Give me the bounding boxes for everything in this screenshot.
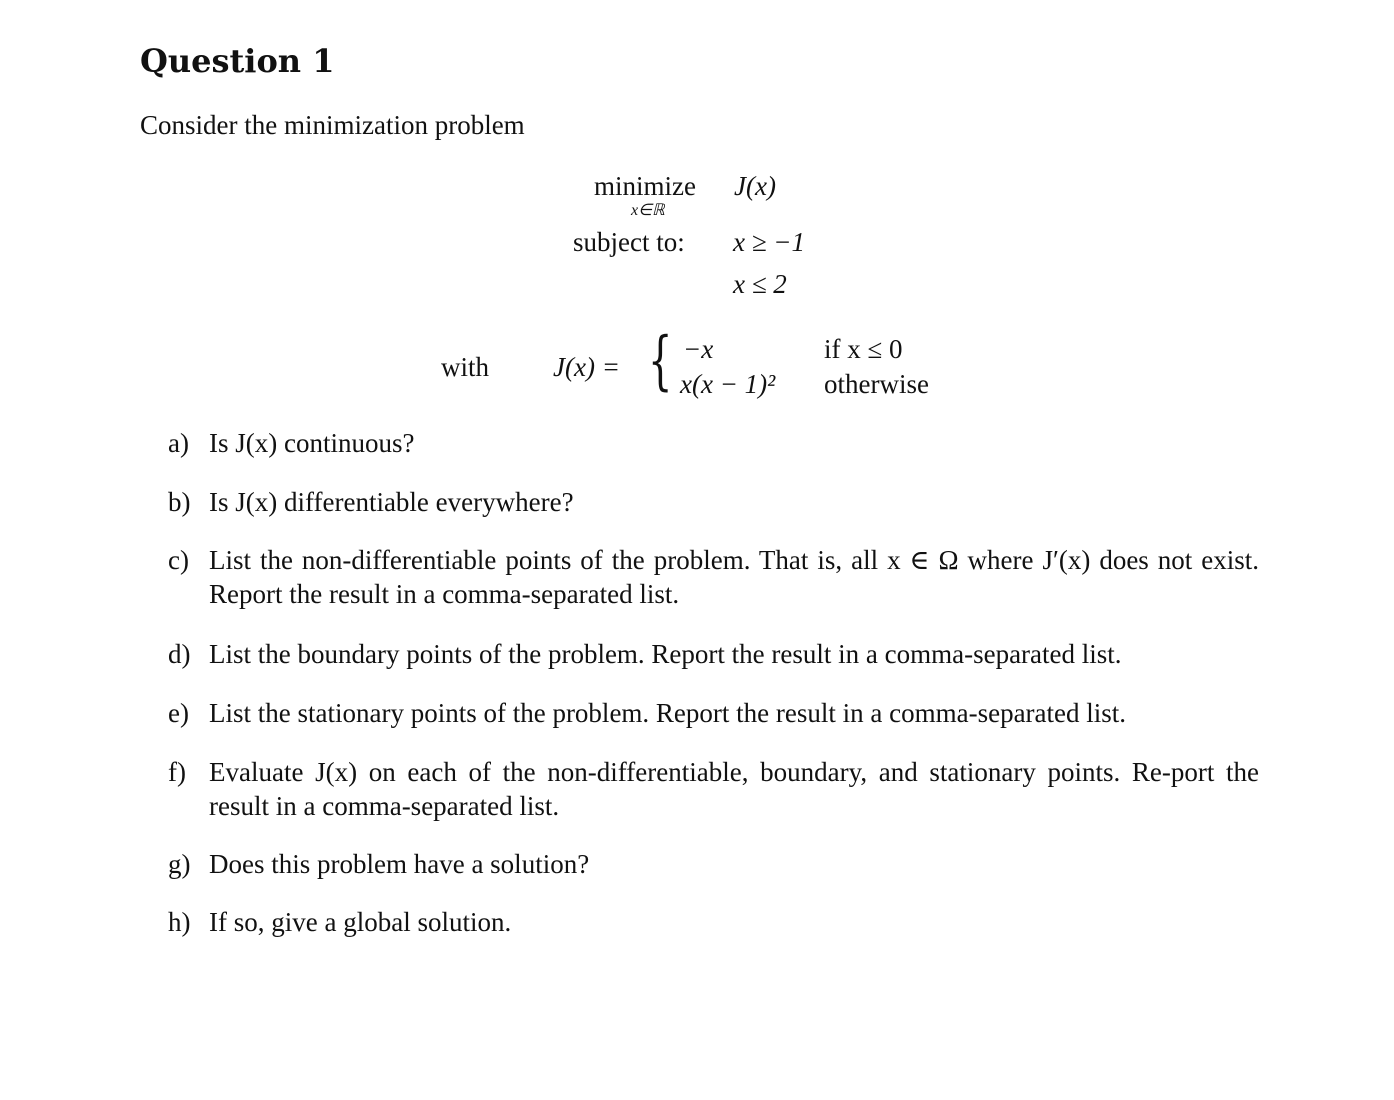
question-text: If so, give a global solution. — [209, 907, 512, 937]
left-brace: { — [648, 324, 673, 398]
with-label: with — [441, 352, 490, 382]
question-text: List the non-differentiable points of the problem. That is, all x ∈ Ω where J′(x) does not exist. Report the result in a comma-separated list. — [209, 545, 1259, 609]
definition-lhs: J(x) = — [553, 352, 620, 382]
question-text: List the boundary points of the problem. Report the result in a comma-separated list. — [209, 639, 1122, 669]
question-label: f) — [168, 757, 186, 787]
question-text: Is J(x) continuous? — [209, 428, 415, 458]
objective-expression: J(x) — [734, 171, 776, 201]
case-1-expression: −x — [683, 334, 714, 364]
question-label: a) — [168, 428, 189, 458]
question-label: g) — [168, 849, 191, 879]
case-2-condition: otherwise — [824, 369, 929, 399]
question-label: d) — [168, 639, 191, 669]
intro-text: Consider the minimization problem — [140, 110, 525, 140]
constraint-upper: x ≤ 2 — [733, 269, 787, 299]
subject-to-label: subject to: — [573, 227, 685, 257]
question-label: e) — [168, 698, 189, 728]
question-text: Evaluate J(x) on each of the non-differentiable, boundary, and stationary points. Re-port the result in a comma-separated list. — [209, 757, 1259, 821]
question-text: Is J(x) differentiable everywhere? — [209, 487, 574, 517]
question-label: b) — [168, 487, 191, 517]
question-text: List the stationary points of the problem. Report the result in a comma-separated list. — [209, 698, 1127, 728]
case-1-condition: if x ≤ 0 — [824, 334, 903, 364]
question-label: c) — [168, 545, 189, 575]
question-text: Does this problem have a solution? — [209, 849, 590, 879]
minimize-label: minimize — [594, 171, 696, 201]
question-label: h) — [168, 907, 191, 937]
case-2-expression: x(x − 1)² — [680, 369, 776, 399]
constraint-lower: x ≥ −1 — [733, 227, 806, 257]
page-title: Question 1 — [140, 42, 335, 80]
minimize-subscript: x∈ℝ — [631, 202, 665, 219]
